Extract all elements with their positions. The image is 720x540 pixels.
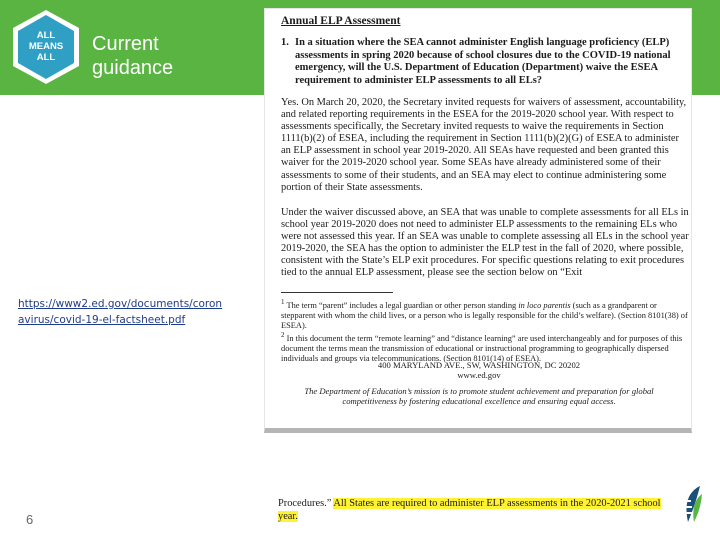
footnote-1-marker: 1 xyxy=(281,298,285,306)
answer-paragraph-1: Yes. On March 20, 2020, the Secretary invited requests for waivers of assessment, accountability, and related reporting requirements in the ESEA for the 2019-2020 school year. With respect to assessments specifically, the Secretary invited requests to waive the requirements in Section 1111(b)(2) of ESEA, including the requirement in Section 1111(b)(2)(G) of ESEA to administer an ELP assessment in school year 2019-2020. All SEAs have requested and been granted this waiver for the 2019-2020 school year. Some SEAs have already administered some of their assessments to some of their students, and an SEA may elect to continue administering some portion of their State assessments. xyxy=(281,97,687,193)
question-text: In a situation where the SEA cannot administer English language proficiency (ELP) assessments in spring 2020 because of school closures due to the COVID-19 national emergency, will the U.S. Department of Education (Department) waive the ESEA requirement to administer ELP assessments to all ELs? xyxy=(295,37,671,86)
address-block xyxy=(265,360,692,380)
slide-title-line-1: Current xyxy=(92,33,159,55)
leaf-logo-icon xyxy=(680,484,704,524)
slide-title xyxy=(92,32,173,80)
footnote-1-text-b: (such as a grandparent or stepparent with whom the child lives, or a person who is legally responsible for the child’s welfare). (Section 8101(38) of ESEA). xyxy=(281,300,688,330)
page-number: 6 xyxy=(26,512,34,527)
source-link[interactable]: https://www2.ed.gov/documents/coronavirus/covid-19-el-factsheet.pdf xyxy=(18,298,223,326)
footnote-1-italic: in loco parentis xyxy=(518,300,571,310)
document-heading: Annual ELP Assessment xyxy=(281,15,401,27)
logo-text-line-2: MEANS xyxy=(28,41,64,52)
logo-text xyxy=(10,30,82,63)
question xyxy=(281,37,677,87)
answer-paragraph-2: Under the waiver discussed above, an SEA that was unable to complete assessments for all ELs in school year 2019-2020 does not need to administer ELP assessments to the remaining ELs who were not assessed this year. If an SEA was unable to complete assessing all ELs in the school year 2019-2020, the SEA has the option to administer the ELP test in the fall of 2020, where possible, consistent with the State’s ELP exit procedures. For specific questions relating to exit procedures tied to the annual ELP assessment, please see the section below on “Exit xyxy=(281,207,689,279)
footnote-2-text: In this document the term “remote learning” and “distance learning” are used interchangeably and for purposes of this document the terms mean the transmission of educational or instructional programming to geographically dispersed individuals and groups via telecommunications. (Section 8101(14) of ESEA). xyxy=(281,333,683,363)
continuation-paragraph xyxy=(278,498,678,523)
document-excerpt xyxy=(264,8,692,433)
footnote-rule xyxy=(281,292,393,293)
document-continuation xyxy=(264,488,692,528)
highlighted-requirement: All States are required to administer ELP assessments in the 2020-2021 school year. xyxy=(278,498,661,522)
slide-title-line-2: guidance xyxy=(92,57,174,79)
logo-text-line-3: ALL xyxy=(36,52,56,63)
mission-statement: The Department of Education’s mission is to promote student achievement and preparation for global competitiveness by fostering educational excellence and ensuring equal access. xyxy=(304,386,654,406)
footnote-2 xyxy=(281,330,689,364)
footnote-1-text-a: The term “parent” includes a legal guardian or other person standing xyxy=(286,300,519,310)
question-number: 1. xyxy=(281,37,289,48)
website: www.ed.gov xyxy=(457,370,501,380)
logo-text-line-1: ALL xyxy=(36,30,56,41)
address: 400 MARYLAND AVE., SW, WASHINGTON, DC 20202 xyxy=(377,360,581,370)
footnote-2-marker: 2 xyxy=(281,331,285,339)
continuation-text: Procedures.” xyxy=(278,498,334,509)
footnote-1 xyxy=(281,297,689,331)
